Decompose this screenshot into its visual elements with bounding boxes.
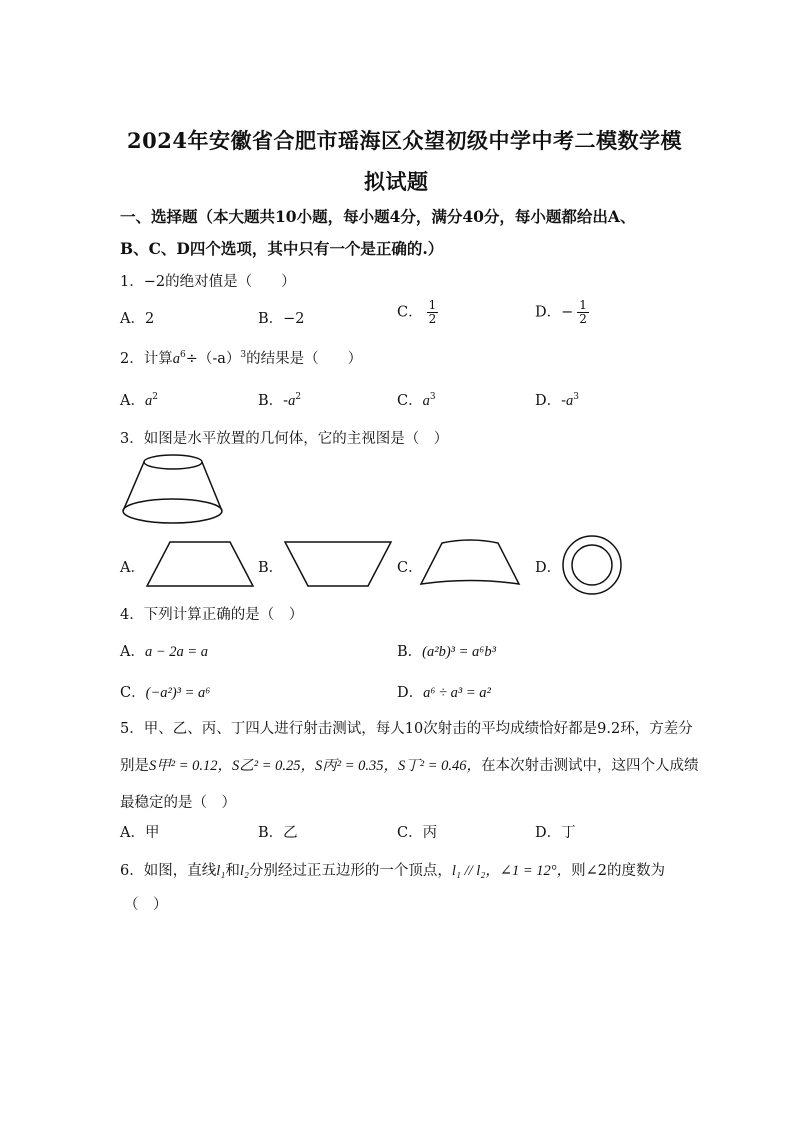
concentric-circles-figure — [558, 532, 626, 598]
section-heading: 一、选择题（本大题共10小题，每小题4分，满分40分，每小题都给出A、 — [120, 207, 636, 226]
question-6-line-1: 6．如图，直线l₁和l₂分别经过正五边形的一个顶点，l₁ // l₂，∠1 = 12°，则∠2的度数为 — [120, 863, 665, 879]
question-1-option-b: B．−2 — [258, 311, 305, 327]
page-title-continued: 拟试题 — [364, 169, 429, 194]
question-2-option-b: B．$-a^2$ — [258, 392, 302, 409]
question-1-stem: 1．−2的绝对值是（ ） — [120, 274, 296, 290]
variance-yi: S乙² = 0.25， — [232, 758, 316, 774]
question-6-line-2: （ ） — [124, 897, 168, 913]
frustum-solid-figure — [118, 452, 228, 528]
question-4-option-c: C．(−a²)³ = a⁶ — [120, 685, 211, 701]
question-3-option-d: D． — [535, 560, 562, 576]
question-5-option-a: A．甲 — [120, 825, 160, 841]
question-3-option-c: C． — [397, 560, 423, 576]
question-4-stem: 4．下列计算正确的是（ ） — [120, 607, 304, 623]
fraction-one-half: $\frac{1}{2}$ — [579, 298, 587, 326]
question-3-option-b: B． — [258, 560, 284, 576]
section-heading-continued: B、C、D四个选项，其中只有一个是正确的.） — [120, 239, 444, 258]
question-1-option-a: A．2 — [120, 311, 155, 327]
question-4-option-b: B．(a²b)³ = a⁶b³ — [397, 644, 496, 660]
question-4-option-d: D．a⁶ ÷ a³ = a² — [397, 685, 491, 701]
trapezoid-wide-top-figure — [282, 539, 394, 589]
question-5-option-d: D．丁 — [535, 825, 576, 841]
question-5-line-3: 最稳定的是（ ） — [120, 795, 236, 811]
option-c-prefix: C． — [397, 304, 423, 321]
variance-jia: S甲² = 0.12， — [149, 758, 233, 774]
question-4-option-a: A．a − 2a = a — [120, 644, 209, 660]
page-title: 2024年安徽省合肥市瑶海区众望初级中学中考二模数学模 — [127, 128, 682, 153]
trapezoid-wide-bottom-figure — [144, 539, 256, 589]
question-5-option-b: B．乙 — [258, 825, 298, 841]
question-3-option-a: A． — [120, 560, 145, 576]
question-5-line-2: 别是S甲² = 0.12，S乙² = 0.25，S丙² = 0.35，S丁² = 0.46，在本次射击测试中，这四个人成绩 — [120, 758, 699, 774]
question-5-option-c: C．丙 — [397, 825, 438, 841]
curved-trapezoid-figure — [418, 537, 522, 589]
fraction-one-half: $\frac{1}{2}$ — [428, 298, 437, 326]
question-2-stem: 2．计算$a^6\div(-a)^3$的结果是（ ） — [120, 350, 363, 367]
question-1-option-c — [397, 299, 438, 326]
question-2-option-a: A．$a^2$ — [120, 392, 158, 409]
question-5-line-1: 5．甲、乙、丙、丁四人进行射击测试，每人10次射击的平均成绩恰好都是9.2环，方差分 — [120, 721, 693, 737]
question-2-option-d: D．$-a^3$ — [535, 392, 580, 409]
variance-ding: S丁² = 0.46， — [398, 758, 482, 774]
variance-bing: S丙² = 0.35， — [315, 758, 399, 774]
question-3-stem: 3．如图是水平放置的几何体，它的主视图是（ ） — [120, 431, 449, 447]
option-d-prefix: D．− — [535, 304, 574, 321]
question-1-option-d — [535, 299, 589, 326]
question-2-option-c: C．$a^3$ — [397, 392, 436, 409]
